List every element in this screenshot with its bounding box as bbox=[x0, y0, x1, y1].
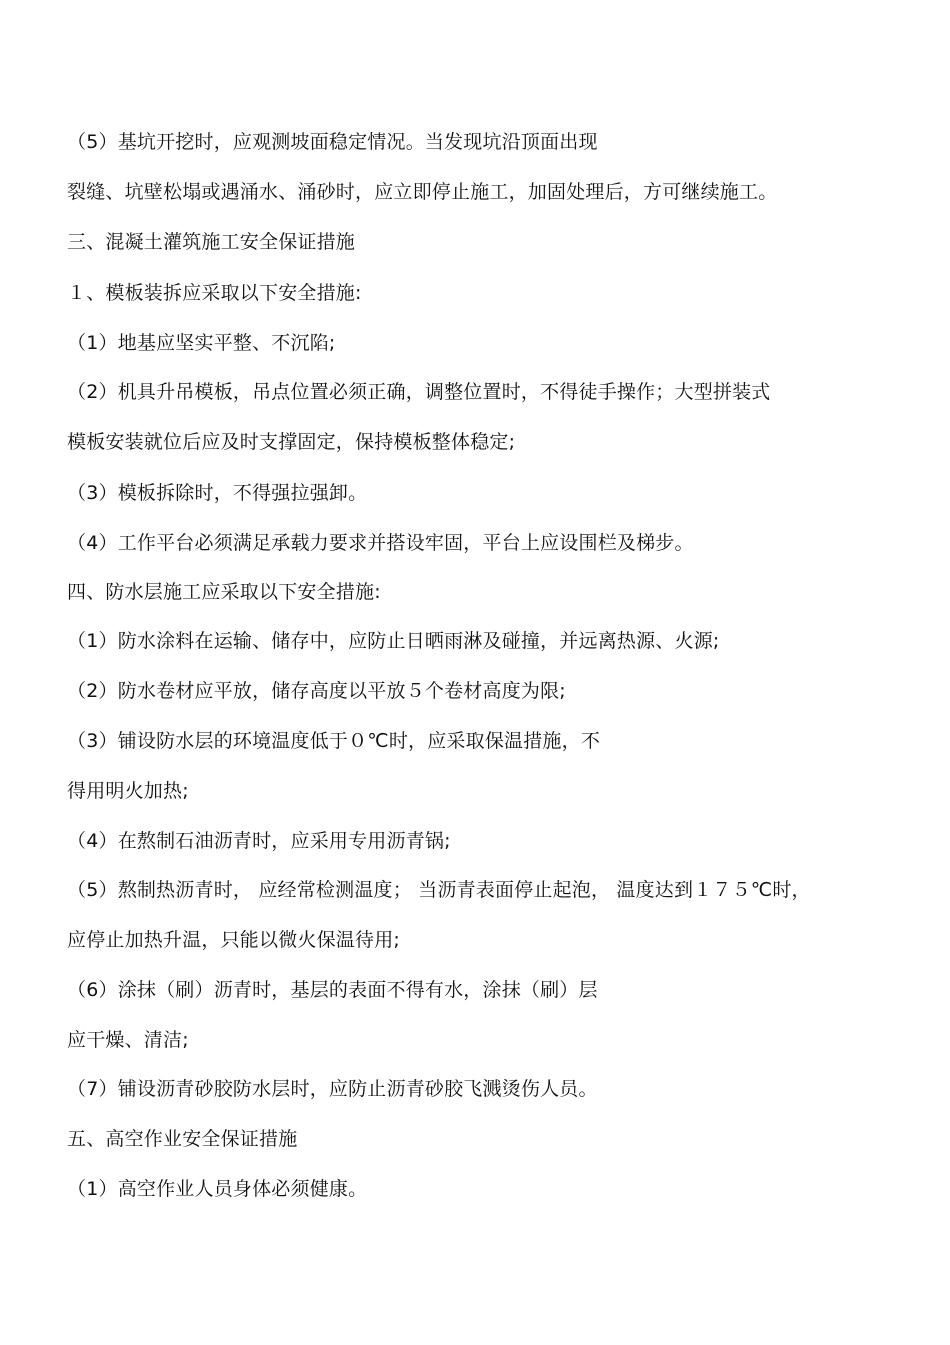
paragraph-line: 得用明火加热; bbox=[67, 780, 189, 802]
paragraph-line: 应停止加热升温，只能以微火保温待用; bbox=[67, 929, 401, 951]
paragraph-line: 裂缝、坑壁松塌或遇涌水、涌砂时，应立即停止施工，加固处理后，方可继续施工。 bbox=[67, 181, 778, 203]
list-item: （1）防水涂料在运输、储存中，应防止日晒雨淋及碰撞，并远离热源、火源; bbox=[67, 630, 720, 652]
list-item: （5）熬制热沥青时， 应经常检测温度； 当沥青表面停止起泡， 温度达到１７５℃时， bbox=[67, 879, 811, 901]
list-item: （4）在熬制石油沥青时，应采用专用沥青锅; bbox=[67, 830, 451, 852]
list-item: （4）工作平台必须满足承载力要求并搭设牢固，平台上应设围栏及梯步。 bbox=[67, 532, 694, 554]
section-heading: 三、混凝土灌筑施工安全保证措施 bbox=[67, 231, 356, 253]
list-item: （1）高空作业人员身体必须健康。 bbox=[67, 1178, 368, 1200]
paragraph-line: 应干燥、清洁; bbox=[67, 1029, 189, 1051]
paragraph-line: 模板安装就位后应及时支撑固定，保持模板整体稳定; bbox=[67, 431, 516, 453]
list-item: （2）防水卷材应平放，储存高度以平放５个卷材高度为限; bbox=[67, 680, 566, 702]
list-item: （6）涂抹（刷）沥青时，基层的表面不得有水，涂抹（刷）层 bbox=[67, 979, 598, 1001]
list-item: （3）模板拆除时，不得强拉强卸。 bbox=[67, 482, 368, 504]
list-item: （2）机具升吊模板，吊点位置必须正确，调整位置时，不得徒手操作；大型拼装式 bbox=[67, 381, 771, 403]
list-item: （3）铺设防水层的环境温度低于０℃时，应采取保温措施，不 bbox=[67, 730, 601, 752]
section-heading: 五、高空作业安全保证措施 bbox=[67, 1128, 298, 1150]
subsection-heading: １、模板装拆应采取以下安全措施: bbox=[67, 282, 362, 304]
section-heading: 四、防水层施工应采取以下安全措施: bbox=[67, 581, 381, 603]
list-item: （1）地基应坚实平整、不沉陷; bbox=[67, 332, 336, 354]
paragraph-line: （5）基坑开挖时，应观测坡面稳定情况。当发现坑沿顶面出现 bbox=[67, 131, 598, 153]
list-item: （7）铺设沥青砂胶防水层时，应防止沥青砂胶飞溅烫伤人员。 bbox=[67, 1078, 598, 1100]
